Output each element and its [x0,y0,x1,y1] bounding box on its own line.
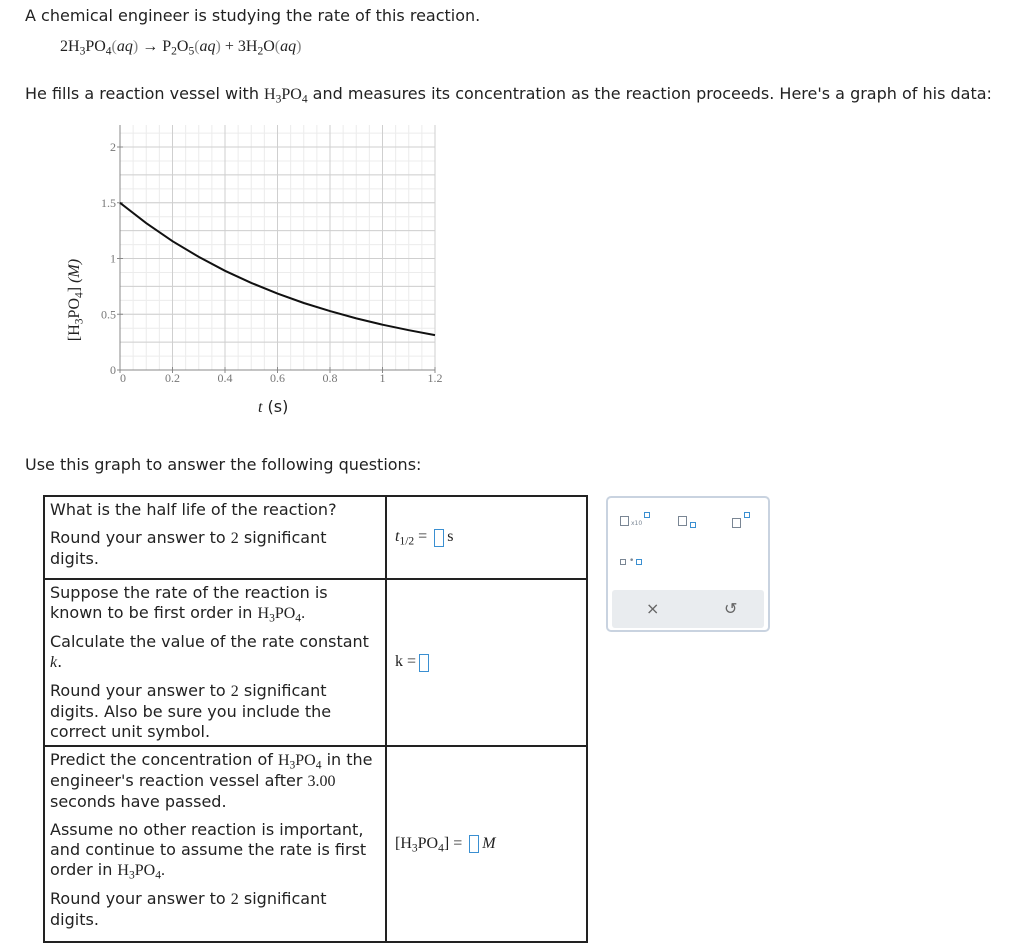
palette-actions [612,590,764,628]
half-life-input[interactable] [434,529,444,547]
question-text: Suppose the rate of the reaction is known to be first order in $H_3PO_4$. Calculate the value of the rate constant k. Round your answer to 2 significant digits. Also be sure you include the correct unit symbol. [44,579,386,746]
rate-constant-input[interactable] [419,654,429,672]
question-text: Predict the concentration of $H_3PO_4$ in the engineer's reaction vessel after 3.00 seconds have passed. Assume no other reaction is important, and continue to assume the rate is first order in $H_3PO_4$. Round your answer to 2 significant digits. [44,746,386,942]
questions-table [43,495,588,943]
problem-intro: A chemical engineer is studying the rate of this reaction. [25,6,481,25]
chart-ticks [101,140,443,385]
y-tick-label: 1.5 [101,195,116,210]
y-tick-label: 0 [110,363,116,377]
x-tick-label: 0.8 [322,371,338,385]
scientific-notation-button[interactable]: x10 [620,512,654,532]
answer-cell: k = [386,579,587,746]
x-tick-label: 0.2 [165,371,180,385]
answer-cell: $t_{1/2} = s$ [386,496,587,579]
x-tick-label: 1.2 [427,371,443,385]
concentration-input[interactable] [469,835,479,853]
x-axis-label: t (s) [258,397,289,416]
y-axis-label: $[H_3PO_4]$ (M) [66,258,86,342]
y-tick-label: 1 [110,251,116,266]
concentration-chart [100,125,445,385]
species-formula: $H_3PO_4$ [264,86,308,106]
x-tick-label: 0.6 [270,371,285,385]
clear-icon[interactable]: × [646,599,660,618]
experiment-description: He fills a reaction vessel with $H_3PO_4$ and measures its concentration as the reaction proceeds. Here's a graph of his data: [25,84,992,106]
grid-major [120,125,435,370]
x-tick-label: 0 [120,371,126,385]
question-row-half-life [44,496,587,579]
answer-tool-palette [606,496,770,632]
x-tick-label: 1 [379,371,386,385]
answer-cell: $[H_3PO_4] = M$ [386,746,587,942]
question-row-concentration [44,746,587,942]
x-tick-label: 0.4 [217,371,233,385]
reaction-arrow: → [142,38,159,55]
y-tick-label: 2 [110,140,116,154]
subscript-button[interactable] [678,512,704,532]
y-tick-label: 0.5 [101,307,116,322]
multiply-dot-button[interactable]: • [620,556,652,572]
undo-icon[interactable]: ↺ [724,599,738,618]
question-row-rate-constant [44,579,587,746]
reaction-equation: $2H_3PO_4(aq) \to P_2O_5(aq) + 3H_2O(aq)$ [60,38,302,58]
instructions: Use this graph to answer the following questions: [25,455,422,474]
superscript-button[interactable] [732,512,758,532]
question-text: What is the half life of the reaction? Round your answer to 2 significant digits. [44,496,386,579]
